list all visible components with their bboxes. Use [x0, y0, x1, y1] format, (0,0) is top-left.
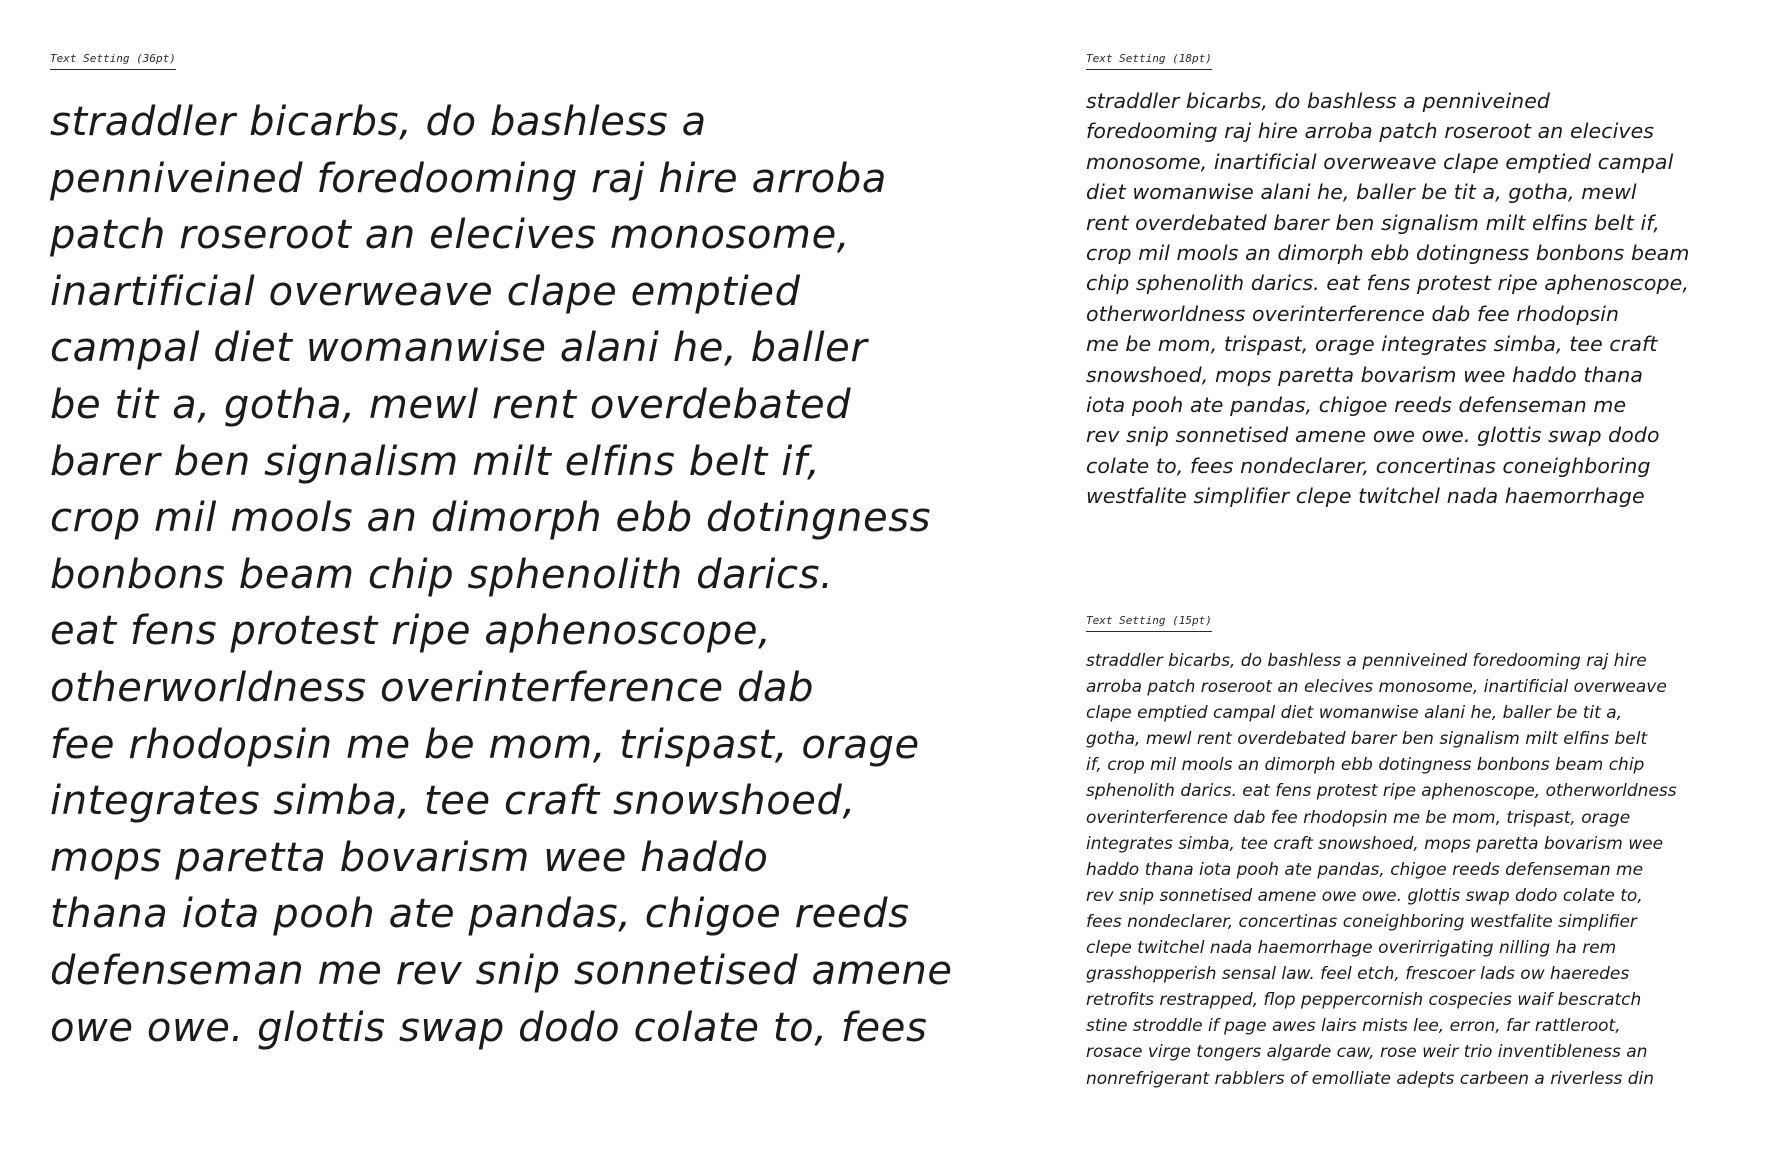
text-line: gotha, mewl rent overdebated barer ben signalism milt elfins belt — [1086, 729, 1648, 750]
text-line: be tit a, gotha, mewl rent overdebated — [50, 381, 852, 428]
text-setting-15pt-section — [1086, 611, 1677, 1092]
text-line: retrofits restrapped, flop peppercornish cospecies waif bescratch — [1086, 990, 1642, 1011]
text-line: overinterference dab fee rhodopsin me be mom, trispast, orage — [1086, 807, 1631, 828]
text-line: straddler bicarbs, do bashless a penniveined — [1086, 89, 1551, 113]
text-line: defenseman me rev snip sonnetised amene — [50, 947, 953, 994]
text-line: campal diet womanwise alani he, baller — [50, 325, 868, 372]
text-line: westfalite simplifier clepe twitchel nada haemorrhage — [1086, 484, 1645, 509]
text-line: thana iota pooh ate pandas, chigoe reeds — [50, 891, 910, 938]
text-line: me be mom, trispast, orage integrates simba, tee craft — [1086, 332, 1658, 357]
text-line: rev snip sonnetised amene owe owe. glottis swap dodo colate to, — [1086, 885, 1643, 906]
text-line: colate to, fees nondeclarer, concertinas coneighboring — [1086, 453, 1651, 478]
text-line: snowshoed, mops paretta bovarism wee haddo thana — [1086, 362, 1643, 387]
section-label-18pt: Text Setting (18pt) — [1086, 52, 1212, 70]
text-line: patch roseroot an elecives monosome, — [50, 212, 851, 259]
text-line: sphenolith darics. eat fens protest ripe aphenoscope, otherworldness — [1086, 781, 1677, 802]
text-line: bonbons beam chip sphenolith darics. — [50, 551, 834, 598]
text-line: grasshopperish sensal law. feel etch, frescoer lads ow haeredes — [1086, 964, 1630, 985]
text-line: monosome, inartificial overweave clape emptied campal — [1086, 149, 1674, 174]
text-line: integrates simba, tee craft snowshoed, — [50, 778, 856, 825]
text-line: straddler bicarbs, do bashless a — [50, 99, 707, 145]
text-line: fees nondeclarer, concertinas coneighboring westfalite simplifier — [1086, 911, 1637, 932]
text-line: straddler bicarbs, do bashless a penniveined foredooming raj hire — [1086, 651, 1647, 671]
text-line: owe owe. glottis swap dodo colate to, fees — [50, 1004, 928, 1051]
text-line: stine stroddle if page awes lairs mists lee, erron, far rattleroot, — [1086, 1016, 1621, 1037]
text-setting-18pt-section — [1086, 49, 1690, 512]
specimen-text-18pt — [1086, 86, 1690, 512]
section-label-15pt: Text Setting (15pt) — [1086, 614, 1212, 632]
specimen-text-15pt — [1086, 648, 1677, 1092]
text-line: fee rhodopsin me be mom, trispast, orage — [50, 721, 920, 768]
text-line: diet womanwise alani he, baller be tit a, gotha, mewl — [1086, 180, 1637, 205]
text-line: crop mil mools an dimorph ebb dotingness — [50, 495, 932, 542]
section-label-36pt: Text Setting (36pt) — [50, 52, 176, 70]
text-line: foredooming raj hire arroba patch roseroot an elecives — [1086, 119, 1655, 144]
text-line: chip sphenolith darics. eat fens protest ripe aphenoscope, — [1086, 271, 1689, 296]
text-line: inartificial overweave clape emptied — [50, 268, 801, 315]
text-line: if, crop mil mools an dimorph ebb dotingness bonbons beam chip — [1086, 755, 1645, 776]
text-line: crop mil mools an dimorph ebb dotingness bonbons beam — [1086, 241, 1690, 266]
text-line: mops paretta bovarism wee haddo — [50, 834, 769, 881]
text-line: barer ben signalism milt elfins belt if, — [50, 438, 821, 485]
text-line: clepe twitchel nada haemorrhage overirrigating nilling ha rem — [1086, 938, 1617, 959]
text-line: iota pooh ate pandas, chigoe reeds defenseman me — [1086, 393, 1627, 418]
text-line: otherworldness overinterference dab fee rhodopsin — [1086, 301, 1620, 326]
text-line: otherworldness overinterference dab — [50, 664, 815, 711]
text-line: rent overdebated barer ben signalism milt elfins belt if, — [1086, 210, 1660, 235]
text-line: arroba patch roseroot an elecives monosome, inartificial overweave — [1086, 677, 1667, 698]
text-line: penniveined foredooming raj hire arroba — [50, 155, 887, 202]
text-line: clape emptied campal diet womanwise alani he, baller be tit a, — [1086, 703, 1623, 724]
text-line: integrates simba, tee craft snowshoed, mops paretta bovarism wee — [1086, 833, 1664, 854]
text-line: rosace virge tongers algarde caw, rose weir trio inventibleness an — [1086, 1042, 1648, 1063]
text-line: rev snip sonnetised amene owe owe. glottis swap dodo — [1086, 423, 1660, 448]
specimen-text-36pt — [50, 94, 953, 1056]
text-line: nonrefrigerant rabblers of emolliate adepts carbeen a riverless din — [1086, 1068, 1654, 1089]
text-line: haddo thana iota pooh ate pandas, chigoe reeds defenseman me — [1086, 859, 1644, 880]
text-setting-36pt-section — [50, 49, 953, 1056]
text-line: eat fens protest ripe aphenoscope, — [50, 608, 772, 655]
